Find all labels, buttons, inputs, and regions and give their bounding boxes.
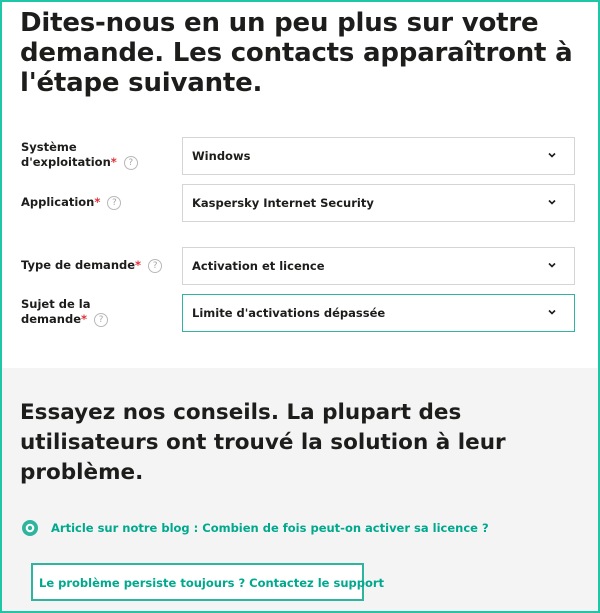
page-title: Dites-nous en un peu plus sur votre demande. Les contacts apparaîtront à l'étape suivante. (20, 8, 573, 98)
required-mark: * (110, 155, 117, 169)
help-icon[interactable]: ? (94, 313, 108, 327)
chevron-down-icon (547, 307, 557, 317)
tips-section (2, 368, 598, 613)
os-select[interactable] (182, 137, 575, 175)
help-icon[interactable]: ? (124, 156, 138, 170)
request-form-section (2, 2, 598, 368)
radio-selected-icon[interactable] (22, 520, 38, 536)
chevron-down-icon (547, 150, 557, 160)
request-subject-select[interactable] (182, 294, 575, 332)
field-label-text: Application (21, 195, 95, 209)
blog-article-item (22, 518, 582, 538)
contact-support-button[interactable]: Le problème persiste toujours ? Contactez le support (31, 563, 364, 601)
field-label-text: Sujet de la demande (21, 297, 91, 326)
tips-heading: Essayez nos conseils. La plupart des utilisateurs ont trouvé la solution à leur problème. (20, 400, 506, 485)
required-mark: * (94, 195, 101, 209)
request-type-select-value: Activation et licence (192, 259, 325, 273)
field-label-request-subject (21, 297, 131, 327)
field-label-request-type (21, 258, 171, 273)
required-mark: * (135, 258, 142, 272)
field-label-os (21, 140, 141, 170)
chevron-down-icon (547, 260, 557, 270)
request-subject-select-value: Limite d'activations dépassée (192, 306, 386, 320)
field-label-text: Système d'exploitation (21, 140, 111, 169)
help-icon[interactable]: ? (148, 259, 162, 273)
blog-article-link[interactable]: Article sur notre blog : Combien de fois peut-on activer sa licence ? (51, 521, 489, 535)
application-select[interactable] (182, 184, 575, 222)
field-label-text: Type de demande (21, 258, 136, 272)
required-mark: * (81, 312, 88, 326)
field-label-application (21, 195, 141, 210)
os-select-value: Windows (192, 149, 251, 163)
request-type-select[interactable] (182, 247, 575, 285)
help-icon[interactable]: ? (107, 196, 121, 210)
application-select-value: Kaspersky Internet Security (192, 196, 374, 210)
chevron-down-icon (547, 197, 557, 207)
